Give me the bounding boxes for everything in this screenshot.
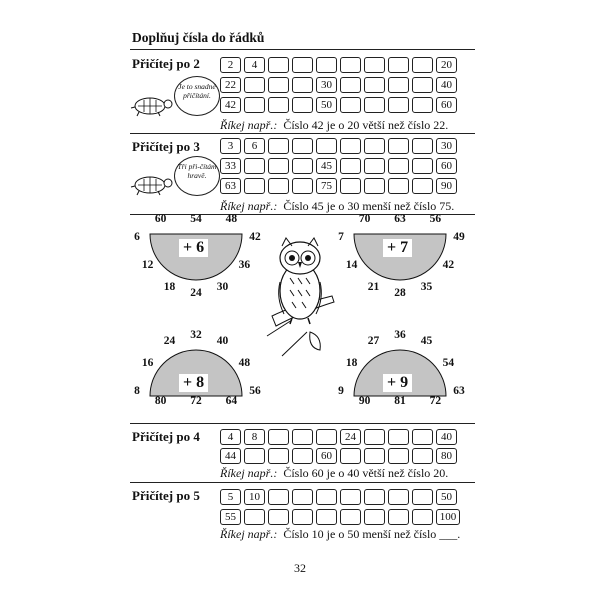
answer-box[interactable] — [244, 178, 265, 194]
answer-box[interactable] — [340, 509, 361, 525]
given-number-box: 24 — [340, 429, 361, 445]
answer-box[interactable] — [388, 429, 409, 445]
given-number-box: 3 — [220, 138, 241, 154]
hint-line — [220, 527, 460, 542]
wheel-number: 16 — [141, 356, 154, 369]
hint-line — [220, 466, 448, 481]
given-number-box: 45 — [316, 158, 337, 174]
answer-box[interactable] — [340, 178, 361, 194]
answer-box[interactable] — [268, 97, 289, 113]
section-divider — [130, 423, 475, 424]
answer-box[interactable] — [292, 509, 313, 525]
section-divider — [130, 133, 475, 134]
answer-box[interactable] — [412, 448, 433, 464]
owl-illustration — [262, 236, 338, 366]
answer-box[interactable] — [364, 178, 385, 194]
answer-box[interactable] — [316, 429, 337, 445]
answer-box[interactable] — [268, 448, 289, 464]
wheel-number: 81 — [394, 395, 406, 407]
section-title-add-3: Přičítej po 3 — [132, 139, 200, 154]
given-number-box: 2 — [220, 57, 241, 73]
wheel-number: 24 — [190, 287, 202, 300]
wheel-number: 70 — [358, 213, 371, 225]
answer-box[interactable] — [388, 158, 409, 174]
answer-box[interactable] — [244, 97, 265, 113]
answer-box[interactable] — [364, 158, 385, 174]
given-number-box: 55 — [220, 509, 241, 525]
wheel-number: 18 — [163, 281, 176, 294]
number-row — [220, 138, 457, 154]
hint-prefix: Říkej např.: — [220, 118, 278, 132]
wheel-number: 24 — [163, 334, 176, 347]
given-number-box: 80 — [436, 448, 457, 464]
answer-box[interactable] — [268, 429, 289, 445]
given-number-box: 90 — [436, 178, 457, 194]
answer-box[interactable] — [268, 77, 289, 93]
answer-box[interactable] — [388, 77, 409, 93]
hint-text: Číslo 10 je o 50 menší než číslo ___. — [283, 527, 461, 541]
answer-box[interactable] — [244, 509, 265, 525]
wheel-number: 14 — [345, 259, 358, 272]
wheel-number: 21 — [367, 281, 380, 294]
answer-box[interactable] — [244, 77, 265, 93]
wheel-number: 56 — [429, 213, 442, 225]
hint-prefix: Říkej např.: — [220, 466, 278, 480]
answer-box[interactable] — [292, 448, 313, 464]
hint-line — [220, 118, 448, 133]
operation-label: + 8 — [179, 374, 208, 392]
answer-box[interactable] — [316, 489, 337, 505]
number-row — [220, 448, 457, 464]
hint-prefix: Říkej např.: — [220, 199, 278, 213]
answer-box[interactable] — [292, 57, 313, 73]
turtle-illustration — [128, 171, 176, 197]
answer-box[interactable] — [388, 178, 409, 194]
number-row — [220, 429, 457, 445]
answer-box[interactable] — [316, 509, 337, 525]
wheel-number: 35 — [420, 281, 433, 294]
answer-box[interactable] — [268, 158, 289, 174]
answer-box[interactable] — [412, 158, 433, 174]
wheel-number: 60 — [154, 213, 167, 225]
given-number-box: 10 — [244, 489, 265, 505]
answer-box[interactable] — [244, 448, 265, 464]
wheel-number: 18 — [345, 356, 358, 369]
answer-box[interactable] — [340, 77, 361, 93]
given-number-box: 42 — [220, 97, 241, 113]
answer-box[interactable] — [292, 158, 313, 174]
hint-prefix: Říkej např.: — [220, 527, 278, 541]
answer-box[interactable] — [412, 178, 433, 194]
wheel-number: 27 — [367, 334, 380, 347]
given-number-box: 50 — [316, 97, 337, 113]
answer-box[interactable] — [292, 77, 313, 93]
operation-label: + 7 — [383, 239, 412, 257]
given-number-box: 8 — [244, 429, 265, 445]
answer-box[interactable] — [316, 138, 337, 154]
operation-label: + 9 — [383, 374, 412, 392]
wheel-number: 49 — [453, 231, 465, 243]
answer-box[interactable] — [364, 97, 385, 113]
given-number-box: 63 — [220, 178, 241, 194]
given-number-box: 22 — [220, 77, 241, 93]
answer-box[interactable] — [388, 97, 409, 113]
page-number: 32 — [294, 561, 306, 575]
wheel-number: 56 — [249, 385, 261, 397]
given-number-box: 60 — [436, 97, 457, 113]
wheel-number: 72 — [190, 395, 202, 407]
turtle-illustration — [128, 92, 176, 118]
wheel-number: 7 — [338, 231, 344, 243]
page-title: Doplňuj čísla do řádků — [132, 30, 265, 45]
given-number-box: 40 — [436, 77, 457, 93]
answer-box[interactable] — [388, 57, 409, 73]
wheel-number: 42 — [442, 259, 455, 272]
section-title-add-4: Přičítej po 4 — [132, 429, 200, 444]
hint-text: Číslo 42 je o 20 větší než číslo 22. — [283, 118, 449, 132]
given-number-box: 30 — [316, 77, 337, 93]
answer-box[interactable] — [268, 509, 289, 525]
wheel-number: 40 — [216, 334, 229, 347]
operation-label: + 6 — [179, 239, 208, 257]
given-number-box: 44 — [220, 448, 241, 464]
number-row — [220, 158, 457, 174]
answer-box[interactable] — [364, 509, 385, 525]
answer-box[interactable] — [292, 97, 313, 113]
answer-box[interactable] — [412, 429, 433, 445]
answer-box[interactable] — [268, 489, 289, 505]
hint-text: Číslo 45 je o 30 menší než číslo 75. — [283, 199, 455, 213]
answer-box[interactable] — [412, 97, 433, 113]
title-divider — [130, 49, 475, 50]
given-number-box: 4 — [220, 429, 241, 445]
wheel-number: 12 — [141, 259, 154, 272]
answer-box[interactable] — [340, 448, 361, 464]
given-number-box: 5 — [220, 489, 241, 505]
section-divider — [130, 214, 475, 215]
wheel-number: 6 — [134, 231, 140, 243]
speech-bubble: Je to snadné přičítání. — [174, 76, 220, 116]
answer-box[interactable] — [364, 429, 385, 445]
answer-box[interactable] — [340, 57, 361, 73]
wheel-number: 30 — [216, 281, 229, 294]
wheel-number: 8 — [134, 385, 140, 397]
given-number-box: 33 — [220, 158, 241, 174]
answer-box[interactable] — [412, 489, 433, 505]
section-title-add-5: Přičítej po 5 — [132, 488, 200, 503]
answer-box[interactable] — [412, 77, 433, 93]
wheel-number: 80 — [154, 395, 167, 407]
answer-box[interactable] — [340, 158, 361, 174]
given-number-box: 60 — [316, 448, 337, 464]
wheel-number: 48 — [238, 356, 251, 369]
hint-line — [220, 199, 454, 214]
number-row — [220, 178, 457, 194]
given-number-box: 4 — [244, 57, 265, 73]
answer-box[interactable] — [292, 138, 313, 154]
answer-box[interactable] — [388, 509, 409, 525]
answer-box[interactable] — [388, 448, 409, 464]
answer-box[interactable] — [412, 509, 433, 525]
given-number-box: 30 — [436, 138, 457, 154]
answer-box[interactable] — [388, 138, 409, 154]
number-row — [220, 77, 457, 93]
given-number-box: 100 — [436, 509, 460, 525]
wheel-number: 72 — [429, 395, 442, 407]
wheel-number: 32 — [190, 328, 202, 341]
wheel-number: 42 — [249, 231, 261, 243]
number-row — [220, 97, 457, 113]
number-row — [220, 489, 457, 505]
wheel-number: 63 — [394, 213, 406, 225]
number-row — [220, 57, 457, 73]
wheel-number: 45 — [420, 334, 433, 347]
answer-box[interactable] — [268, 138, 289, 154]
answer-box[interactable] — [364, 448, 385, 464]
answer-box[interactable] — [412, 138, 433, 154]
section-title-add-2: Přičítej po 2 — [132, 56, 200, 71]
answer-box[interactable] — [268, 57, 289, 73]
answer-box[interactable] — [388, 489, 409, 505]
wheel-number: 28 — [394, 287, 406, 300]
answer-box[interactable] — [292, 178, 313, 194]
answer-box[interactable] — [316, 57, 337, 73]
wheel-number: 36 — [394, 328, 406, 341]
wheel-number: 54 — [442, 356, 455, 369]
wheel-number: 36 — [238, 259, 251, 272]
given-number-box: 40 — [436, 429, 457, 445]
answer-box[interactable] — [364, 138, 385, 154]
given-number-box: 6 — [244, 138, 265, 154]
hint-text: Číslo 60 je o 40 větší než číslo 20. — [283, 466, 449, 480]
answer-box[interactable] — [244, 158, 265, 174]
answer-box[interactable] — [340, 138, 361, 154]
wheel-number: 63 — [453, 385, 465, 397]
given-number-box: 20 — [436, 57, 457, 73]
wheel-number: 48 — [225, 213, 238, 225]
given-number-box: 60 — [436, 158, 457, 174]
speech-bubble: Tři při-čítám hravě. — [174, 156, 220, 196]
given-number-box: 50 — [436, 489, 457, 505]
answer-box[interactable] — [292, 489, 313, 505]
answer-box[interactable] — [340, 97, 361, 113]
section-divider — [130, 482, 475, 483]
wheel-number: 54 — [190, 213, 202, 225]
answer-box[interactable] — [268, 178, 289, 194]
wheel-number: 90 — [358, 395, 371, 407]
answer-box[interactable] — [364, 57, 385, 73]
answer-box[interactable] — [292, 429, 313, 445]
answer-box[interactable] — [340, 489, 361, 505]
answer-box[interactable] — [364, 77, 385, 93]
wheel-number: 64 — [225, 395, 238, 407]
answer-box[interactable] — [364, 489, 385, 505]
number-row — [220, 509, 460, 525]
given-number-box: 75 — [316, 178, 337, 194]
answer-box[interactable] — [412, 57, 433, 73]
wheel-number: 9 — [338, 385, 344, 397]
